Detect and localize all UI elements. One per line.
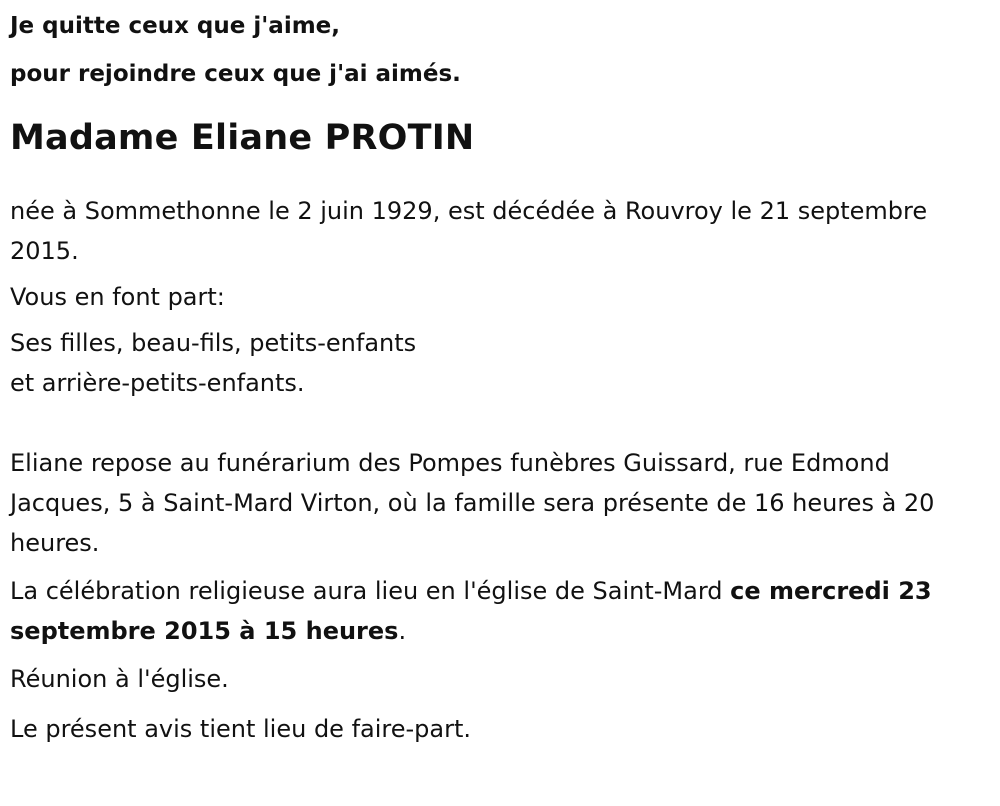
deceased-name: Madame Eliane PROTIN xyxy=(10,118,475,158)
family-line-2: et arrière-petits-enfants. xyxy=(10,369,305,397)
closing-note: Le présent avis tient lieu de faire-part. xyxy=(10,715,472,743)
obituary-notice xyxy=(10,0,992,749)
celebration-info xyxy=(10,571,992,651)
birth-death-info: née à Sommethonne le 2 juin 1929, est décédée à Rouvroy le 21 septembre 2015. xyxy=(10,197,928,265)
celebration-prefix: La célébration religieuse aura lieu en l'église de Saint-Mard xyxy=(10,577,731,605)
announcement-intro: Vous en font part: xyxy=(10,283,225,311)
family-line-1: Ses filles, beau-fils, petits-enfants xyxy=(10,329,417,357)
celebration-suffix: . xyxy=(398,617,407,645)
epigraph-line-2: pour rejoindre ceux que j'ai aimés. xyxy=(10,61,461,87)
epigraph-line-1: Je quitte ceux que j'aime, xyxy=(10,13,341,39)
reunion-info: Réunion à l'église. xyxy=(10,665,229,693)
celebration-date-time: ce mercredi 23 septembre 2015 à 15 heures xyxy=(10,577,932,645)
family-list xyxy=(10,323,992,403)
repose-info: Eliane repose au funérarium des Pompes funèbres Guissard, rue Edmond Jacques, 5 à Saint-Mard Virton, où la famille sera présente de 16 heures à 20 heures. xyxy=(10,449,935,557)
